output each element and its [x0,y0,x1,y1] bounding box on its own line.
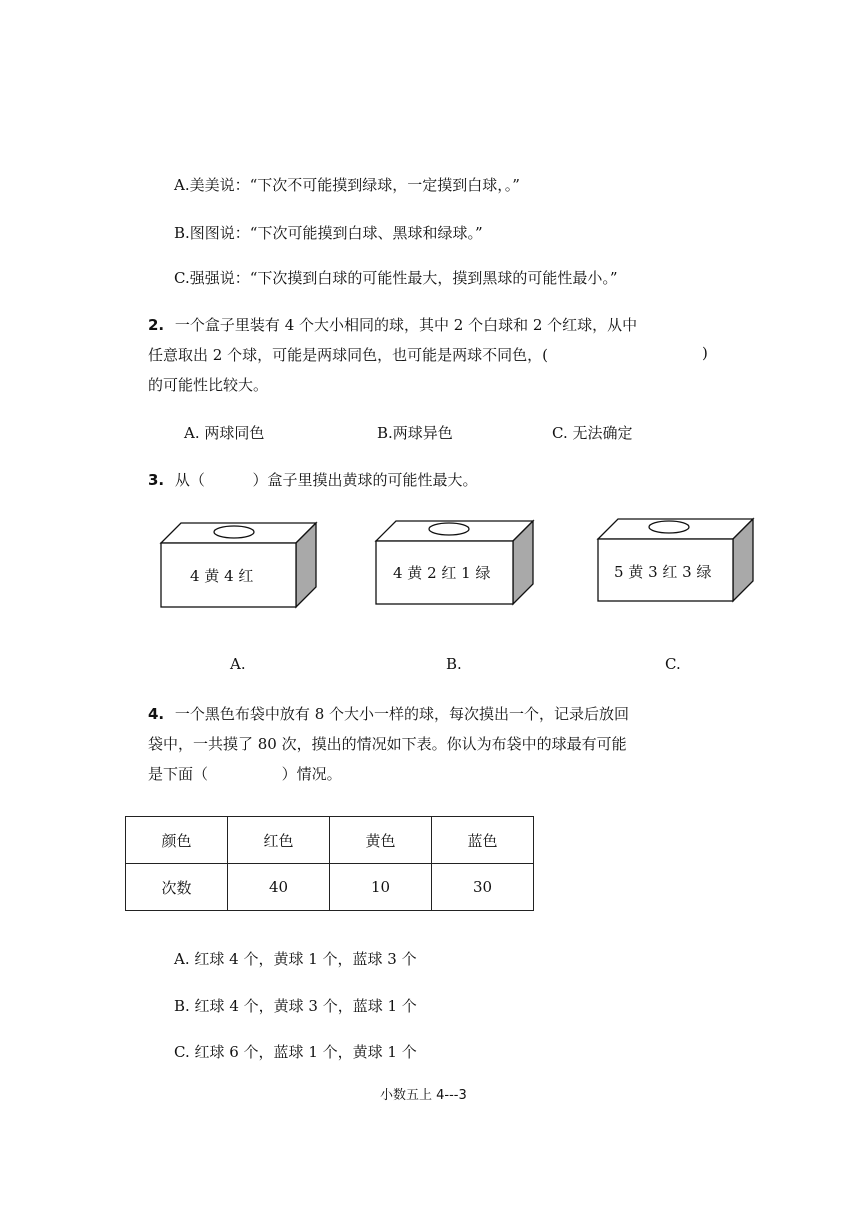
q2-text-2: 任意取出 2 个球，可能是两球同色，也可能是两球不同色，( [148,346,548,364]
q4-text-3-open: 是下面（ [148,765,209,783]
box-a-option: A. [230,655,246,673]
box-c-option: C. [665,655,681,673]
q4-table [125,816,534,911]
box-c [598,519,753,601]
box-a-label: 4 黄 4 红 [190,567,254,585]
q4-option-c: C. 红球 6 个，蓝球 1 个，黄球 1 个 [174,1043,417,1061]
q2-option-c: C. 无法确定 [552,424,633,442]
q4-text-2: 袋中，一共摸了 80 次，摸出的情况如下表。你认为布袋中的球最有可能 [148,735,627,753]
q2-option-b: B.两球异色 [377,424,453,442]
table-row [126,864,534,911]
table-header-cell: 黄色 [330,817,432,864]
q3-text-close: ）盒子里摸出黄球的可能性最大。 [252,471,478,489]
table-cell: 次数 [126,864,228,911]
q4-line-1 [148,703,629,724]
table-cell: 10 [330,864,432,911]
q4-number: 4. [148,705,165,723]
table-cell: 40 [228,864,330,911]
q4-line-3 [148,763,342,784]
q4-text-1: 一个黑色布袋中放有 8 个大小一样的球，每次摸出一个，记录后放回 [174,705,630,723]
box-b-label: 4 黄 2 红 1 绿 [393,564,491,582]
table-header-cell: 蓝色 [432,817,534,864]
page-footer: 小数五上 4---3 [380,1088,467,1103]
box-c-label: 5 黄 3 红 3 绿 [614,563,712,581]
table-header-cell: 颜色 [126,817,228,864]
q4-text-3-close: ）情况。 [281,765,342,783]
q1-option-b: B.图图说：“下次可能摸到白球、黑球和绿球。” [174,224,483,242]
q3-text-open: 从（ [174,471,205,489]
q2-text-1: 一个盒子里装有 4 个大小相同的球，其中 2 个白球和 2 个红球，从中 [174,316,638,334]
box-b-option: B. [446,655,462,673]
q2-text-3: 的可能性比较大。 [148,376,269,394]
q1-option-a: A.美美说：“下次不可能摸到绿球，一定摸到白球，。” [174,176,520,194]
q4-option-a: A. 红球 4 个，黄球 1 个，蓝球 3 个 [174,950,417,968]
q1-option-c: C.强强说：“下次摸到白球的可能性最大，摸到黑球的可能性最小。” [174,269,618,287]
q2-number: 2. [148,316,165,334]
q3-number: 3. [148,471,165,489]
table-header-row [126,817,534,864]
q2-option-a: A. 两球同色 [184,424,265,442]
q2-paren-close: ) [702,344,708,362]
q4-option-b: B. 红球 4 个，黄球 3 个，蓝球 1 个 [174,997,417,1015]
table-header-cell: 红色 [228,817,330,864]
table-cell: 30 [432,864,534,911]
